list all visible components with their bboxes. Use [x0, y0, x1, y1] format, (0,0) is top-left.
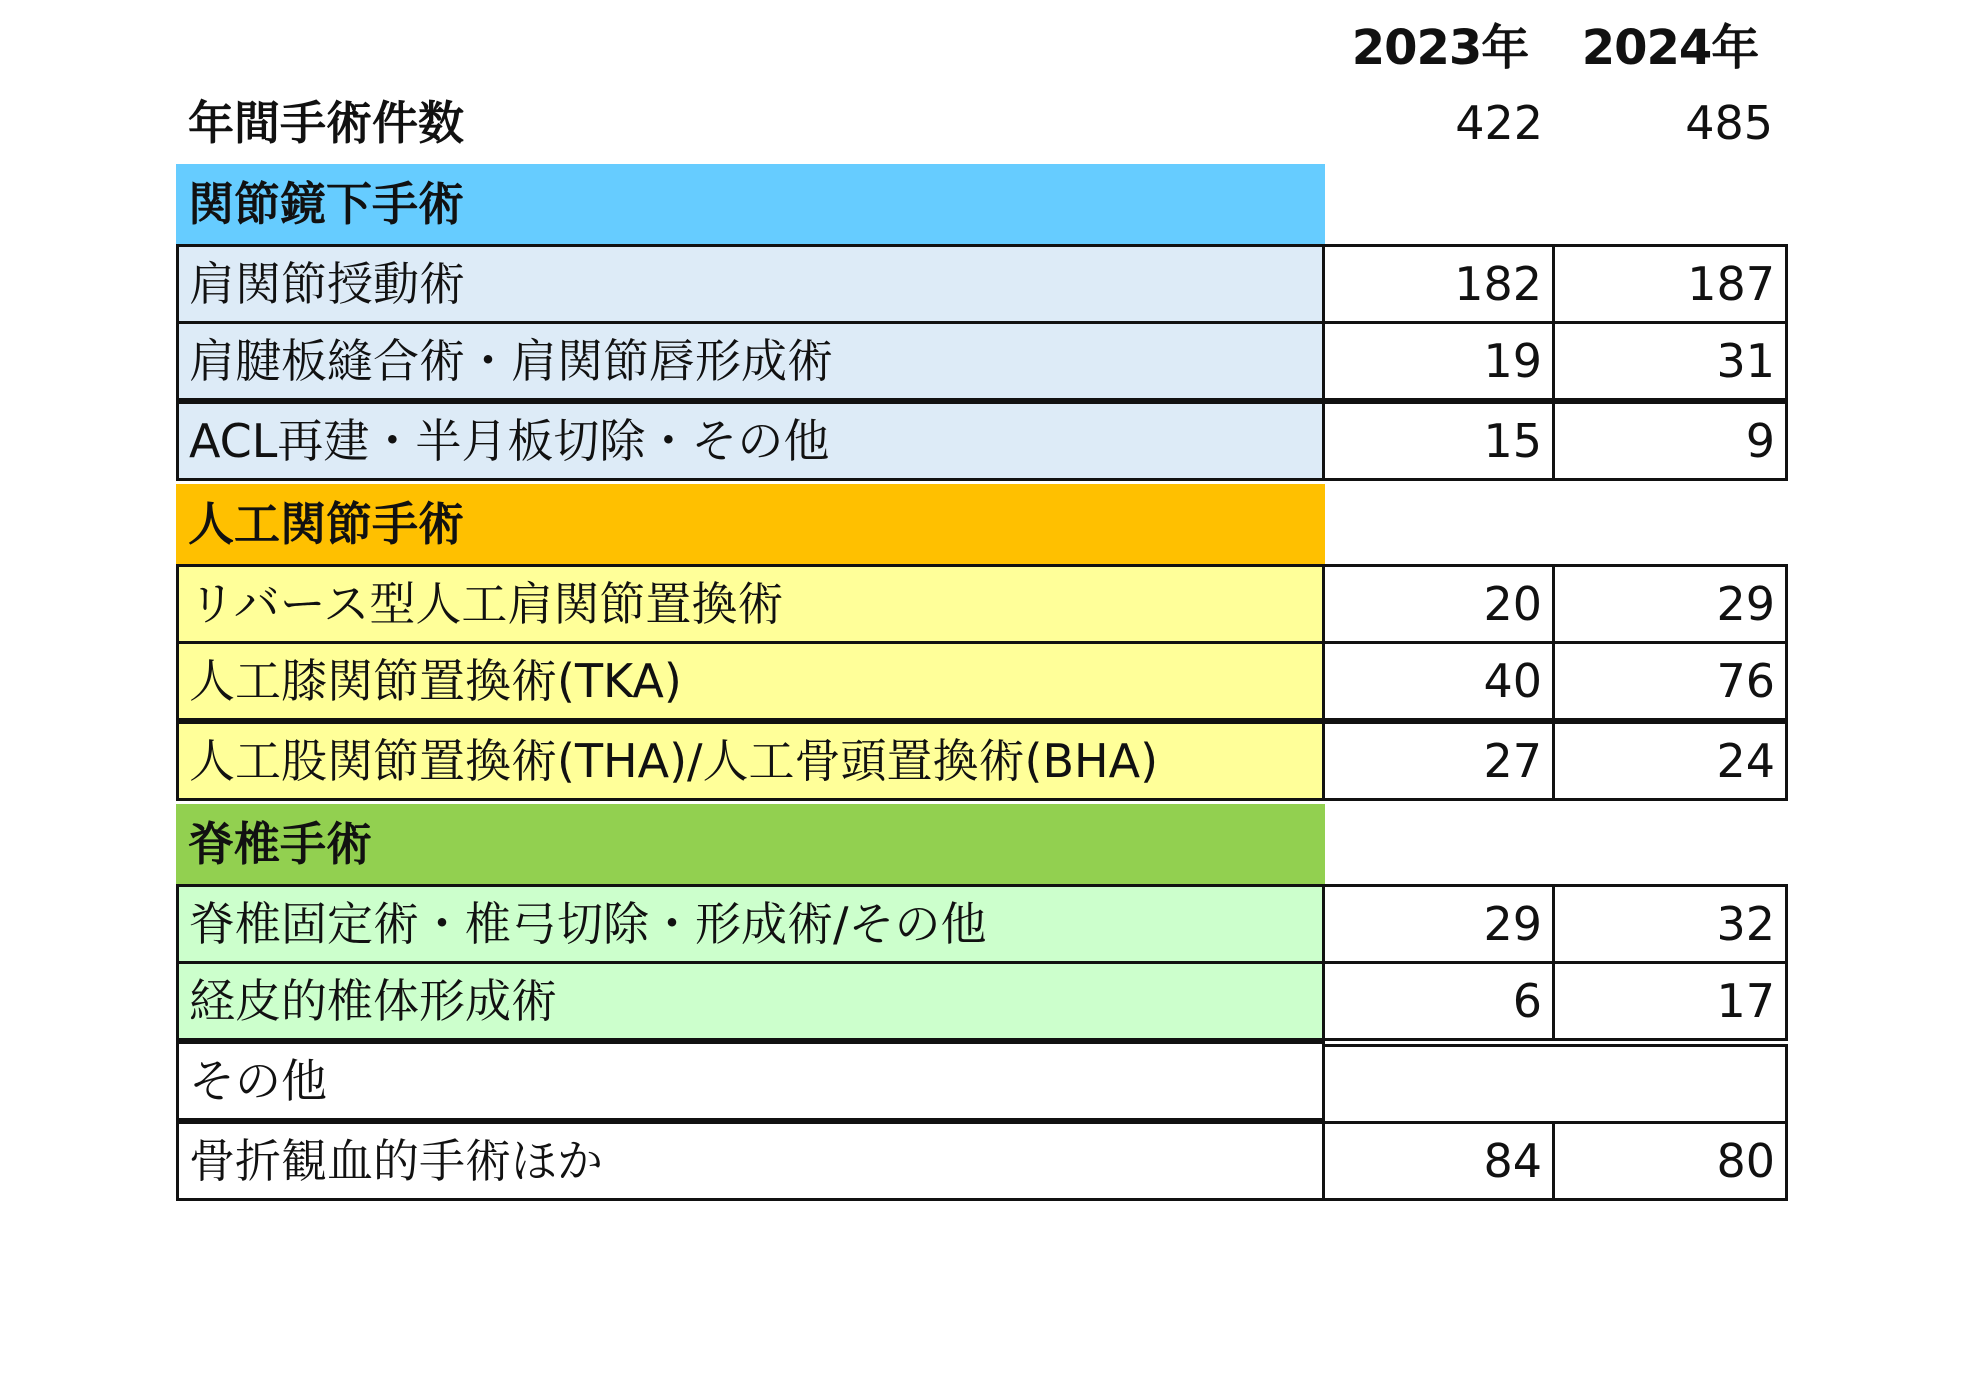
- value-2024: 17: [1552, 961, 1788, 1041]
- table-row: [176, 884, 1786, 964]
- value-2023: 27: [1322, 721, 1555, 801]
- value-2023: 15: [1322, 401, 1555, 481]
- other-row: [176, 1044, 1786, 1124]
- year-header-2023: 2023年: [1351, 20, 1529, 76]
- value-2024: 9: [1552, 401, 1788, 481]
- table-row: [176, 564, 1786, 644]
- row-label: 人工膝関節置換術(TKA): [176, 641, 1325, 721]
- table-row: [176, 404, 1786, 484]
- other-blank-values: [1322, 1044, 1788, 1124]
- category-title: 人工関節手術: [176, 484, 1325, 564]
- year-header-2024: 2024年: [1581, 20, 1759, 76]
- total-value-2024: 485: [1685, 96, 1773, 150]
- row-label: 骨折観血的手術ほか: [176, 1121, 1325, 1201]
- category-row: [176, 484, 1786, 564]
- value-2024: 80: [1552, 1121, 1788, 1201]
- row-label: 脊椎固定術・椎弓切除・形成術/その他: [176, 884, 1325, 964]
- other-title: その他: [176, 1041, 1325, 1121]
- row-label: 人工股関節置換術(THA)/人工骨頭置換術(BHA): [176, 721, 1325, 801]
- row-label: 肩腱板縫合術・肩関節唇形成術: [176, 321, 1325, 401]
- total-value-2023: 422: [1455, 96, 1543, 150]
- row-label: リバース型人工肩関節置換術: [176, 564, 1325, 644]
- value-2024: 31: [1552, 321, 1788, 401]
- table-row: [176, 244, 1786, 324]
- row-label: ACL再建・半月板切除・その他: [176, 401, 1325, 481]
- value-2024: 32: [1552, 884, 1788, 964]
- value-2023: 29: [1322, 884, 1555, 964]
- value-2023: 19: [1322, 321, 1555, 401]
- category-row: [176, 164, 1786, 244]
- value-2023: 84: [1322, 1121, 1555, 1201]
- value-2023: 20: [1322, 564, 1555, 644]
- value-2024: 76: [1552, 641, 1788, 721]
- table-row: [176, 724, 1786, 804]
- category-title: 脊椎手術: [176, 804, 1325, 884]
- total-row: [176, 88, 1786, 158]
- total-label: 年間手術件数: [188, 96, 464, 150]
- category-title: 関節鏡下手術: [176, 164, 1325, 244]
- table-row: [176, 964, 1786, 1044]
- value-2024: 24: [1552, 721, 1788, 801]
- value-2023: 182: [1322, 244, 1555, 324]
- table-row: [176, 324, 1786, 404]
- table-row: [176, 1124, 1786, 1204]
- category-row: [176, 804, 1786, 884]
- row-label: 経皮的椎体形成術: [176, 961, 1325, 1041]
- value-2023: 40: [1322, 641, 1555, 721]
- value-2024: 187: [1552, 244, 1788, 324]
- value-2024: 29: [1552, 564, 1788, 644]
- surgery-table: [176, 164, 1786, 1204]
- value-2023: 6: [1322, 961, 1555, 1041]
- table-row: [176, 644, 1786, 724]
- row-label: 肩関節授動術: [176, 244, 1325, 324]
